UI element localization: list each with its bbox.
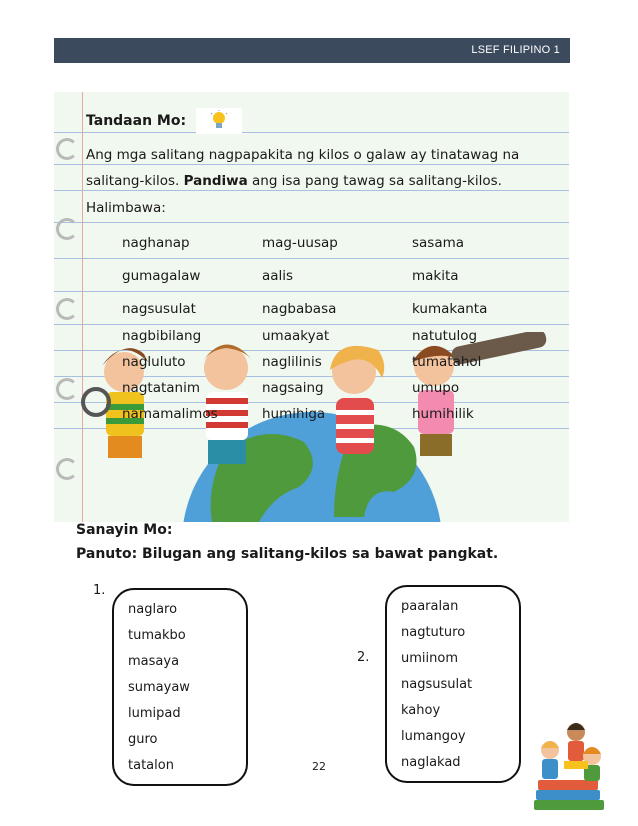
header-title: LSEF FILIPINO 1 [471, 44, 560, 56]
example-word: nagsusulat [122, 301, 196, 317]
choice-word[interactable]: lumipad [128, 706, 181, 721]
tandaan-title: Tandaan Mo: [86, 113, 187, 129]
example-word: humihiga [262, 406, 326, 422]
example-word: gumagalaw [122, 268, 201, 284]
choice-word[interactable]: guro [128, 732, 158, 747]
example-word: naglilinis [262, 354, 322, 370]
example-word: kumakanta [412, 301, 488, 317]
example-word: umupo [412, 380, 460, 396]
example-word: namamalimos [122, 406, 218, 422]
choice-word[interactable]: paaralan [401, 599, 459, 614]
example-word: umaakyat [262, 328, 330, 344]
example-word: tumatahol [412, 354, 482, 370]
choice-word[interactable]: sumayaw [128, 680, 190, 695]
example-word: mag-uusap [262, 235, 338, 251]
binder-ring-icon [56, 218, 78, 240]
example-word: nagtatanim [122, 380, 200, 396]
example-word: humihilik [412, 406, 474, 422]
choice-word[interactable]: nagsusulat [401, 677, 473, 692]
choice-word[interactable]: naglakad [401, 755, 461, 770]
binder-ring-icon [56, 298, 78, 320]
choice-word[interactable]: naglaro [128, 602, 178, 617]
example-label: Halimbawa: [86, 200, 166, 216]
kids-reading-illustration [528, 712, 618, 816]
example-word: nagsaing [262, 380, 324, 396]
lightbulb-icon [196, 108, 242, 134]
choice-word[interactable]: nagtuturo [401, 625, 466, 640]
page-number: 22 [312, 760, 326, 773]
group-number: 1. [93, 583, 106, 598]
example-word: nagbabasa [262, 301, 337, 317]
example-word: natutulog [412, 328, 478, 344]
binder-ring-icon [56, 138, 78, 160]
definition-bold-term: Pandiwa [183, 173, 248, 189]
choice-word[interactable]: masaya [128, 654, 180, 669]
tandaan-panel [54, 92, 569, 522]
choice-word[interactable]: lumangoy [401, 729, 466, 744]
ruled-line [54, 324, 569, 325]
ruled-line [54, 222, 569, 223]
example-word: makita [412, 268, 459, 284]
group-box-2 [385, 585, 521, 783]
ruled-line [54, 291, 569, 292]
choice-word[interactable]: tumakbo [128, 628, 186, 643]
instruction-text: Panuto: Bilugan ang salitang-kilos sa bawat pangkat. [76, 546, 499, 562]
definition-text-2: ang isa pang tawag sa salitang-kilos. [247, 173, 502, 189]
example-word: naghanap [122, 235, 190, 251]
group-box-1 [112, 588, 248, 786]
tandaan-heading-row [86, 108, 242, 134]
example-word: nagbibilang [122, 328, 202, 344]
header-bar [54, 38, 570, 63]
definition-paragraph [86, 142, 556, 194]
example-word: nagluluto [122, 354, 186, 370]
example-word: aalis [262, 268, 294, 284]
sanayin-title: Sanayin Mo: [76, 522, 173, 538]
choice-word[interactable]: tatalon [128, 758, 174, 773]
definition-text-1: Ang mga salitang nagpapakita ng kilos o galaw ay tinatawag na salitang-kilos. [86, 147, 520, 189]
choice-word[interactable]: kahoy [401, 703, 441, 718]
group-number: 2. [357, 650, 370, 665]
example-word: sasama [412, 235, 465, 251]
ruled-line [54, 258, 569, 259]
choice-word[interactable]: umiinom [401, 651, 458, 666]
